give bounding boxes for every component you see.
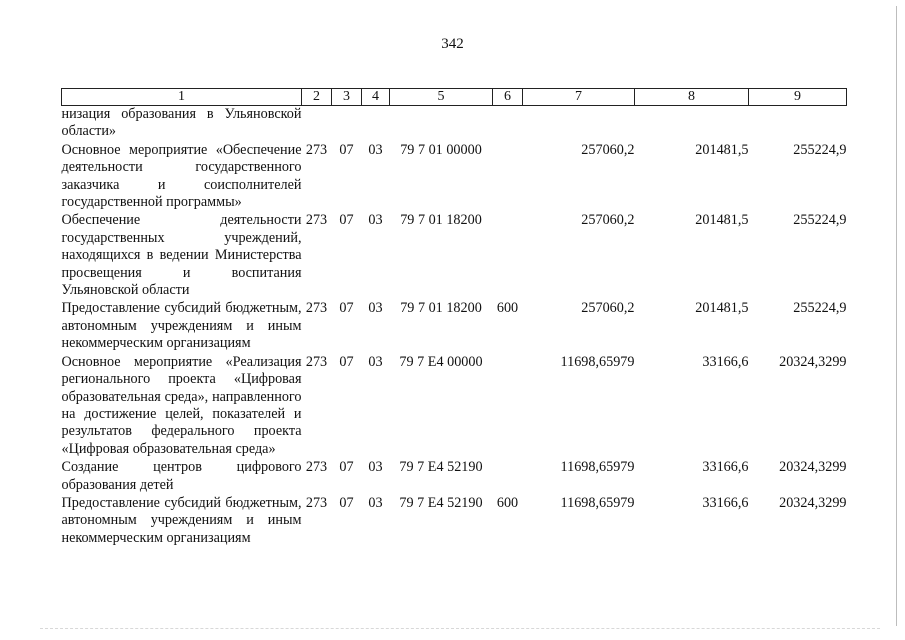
row-col-3: 07 bbox=[339, 300, 354, 317]
header-col-6: 6 bbox=[493, 89, 523, 106]
page-number: 342 bbox=[441, 36, 464, 52]
row-col-3: 07 bbox=[339, 353, 354, 370]
row-col-8: 201481,5 bbox=[695, 212, 749, 229]
row-col-6 bbox=[493, 212, 523, 300]
row-col-6: 600 bbox=[496, 494, 519, 511]
row-col-5: 79 7 01 18200 bbox=[400, 300, 482, 317]
row-col-4: 03 bbox=[368, 212, 383, 229]
row-col-6 bbox=[493, 142, 523, 213]
row-col-2: 273 bbox=[305, 300, 328, 317]
table-row bbox=[62, 300, 847, 353]
row-col-4: 03 bbox=[368, 300, 383, 317]
header-col-1: 1 bbox=[62, 89, 302, 106]
scan-bottom-marks bbox=[40, 628, 880, 630]
row-col-9: 20324,3299 bbox=[779, 353, 847, 370]
table-row bbox=[62, 354, 847, 459]
table-header-row bbox=[62, 89, 847, 106]
row-col-8: 33166,6 bbox=[702, 459, 749, 476]
budget-table bbox=[61, 88, 847, 548]
row-col-6: 600 bbox=[496, 300, 519, 317]
row-col-9 bbox=[749, 106, 847, 142]
row-col-7: 257060,2 bbox=[581, 212, 635, 229]
row-col-7: 11698,65979 bbox=[560, 459, 635, 476]
row-col-7: 257060,2 bbox=[581, 141, 635, 158]
row-col-7: 257060,2 bbox=[581, 300, 635, 317]
row-col-2: 273 bbox=[305, 141, 328, 158]
row-col-8: 33166,6 bbox=[702, 494, 749, 511]
row-name: Предоставление субсидий бюджетным, автономным учреждениям и иным некоммерческим организациям bbox=[61, 494, 302, 546]
row-col-5 bbox=[390, 106, 493, 142]
row-col-2: 273 bbox=[305, 459, 328, 476]
row-col-9: 255224,9 bbox=[793, 212, 847, 229]
row-col-3: 07 bbox=[339, 494, 354, 511]
row-col-5: 79 7 E4 00000 bbox=[399, 353, 483, 370]
row-col-9: 255224,9 bbox=[793, 141, 847, 158]
row-name: Предоставление субсидий бюджетным, автономным учреждениям и иным некоммерческим организациям bbox=[61, 300, 302, 352]
header-col-8: 8 bbox=[635, 89, 749, 106]
row-col-5: 79 7 01 00000 bbox=[400, 141, 482, 158]
row-col-4: 03 bbox=[368, 141, 383, 158]
row-name: низация образования в Ульяновской области» bbox=[61, 106, 302, 140]
row-col-7 bbox=[523, 106, 635, 142]
row-col-4: 03 bbox=[368, 353, 383, 370]
row-col-2: 273 bbox=[305, 212, 328, 229]
row-col-8 bbox=[635, 106, 749, 142]
row-name: Обеспечение деятельности государственных учреждений, находящихся в ведении Министерства просвещения и воспитания Ульяновской области bbox=[61, 212, 302, 299]
row-col-9: 20324,3299 bbox=[779, 494, 847, 511]
row-col-7: 11698,65979 bbox=[560, 353, 635, 370]
row-col-8: 33166,6 bbox=[702, 353, 749, 370]
row-col-3: 07 bbox=[339, 459, 354, 476]
row-col-4 bbox=[362, 106, 390, 142]
row-col-3: 07 bbox=[339, 141, 354, 158]
row-col-4: 03 bbox=[368, 459, 383, 476]
row-name: Основное мероприятие «Обеспечение деятельности государственного заказчика и соисполнителей государственной программы» bbox=[61, 141, 302, 211]
row-col-8: 201481,5 bbox=[695, 300, 749, 317]
row-col-9: 20324,3299 bbox=[779, 459, 847, 476]
row-col-2: 273 bbox=[305, 353, 328, 370]
header-col-4: 4 bbox=[362, 89, 390, 106]
header-col-7: 7 bbox=[523, 89, 635, 106]
row-col-5: 79 7 E4 52190 bbox=[399, 459, 483, 476]
row-col-3: 07 bbox=[339, 212, 354, 229]
row-name: Создание центров цифрового образования детей bbox=[61, 459, 302, 493]
row-name: Основное мероприятие «Реализация регионального проекта «Цифровая образовательная среда», направленного на достижение целей, показателей и результатов федерального проекта «Цифровая образовательная среда» bbox=[61, 353, 302, 457]
table-row bbox=[62, 142, 847, 213]
row-col-2 bbox=[302, 106, 332, 142]
row-col-9: 255224,9 bbox=[793, 300, 847, 317]
row-col-7: 11698,65979 bbox=[560, 494, 635, 511]
table-row bbox=[62, 106, 847, 142]
scan-edge-line bbox=[896, 6, 897, 626]
header-col-9: 9 bbox=[749, 89, 847, 106]
table-row bbox=[62, 495, 847, 548]
row-col-2: 273 bbox=[305, 494, 328, 511]
header-col-5: 5 bbox=[390, 89, 493, 106]
row-col-5: 79 7 E4 52190 bbox=[399, 494, 483, 511]
header-col-2: 2 bbox=[302, 89, 332, 106]
row-col-3 bbox=[332, 106, 362, 142]
row-col-6 bbox=[493, 106, 523, 142]
header-col-3: 3 bbox=[332, 89, 362, 106]
row-col-8: 201481,5 bbox=[695, 141, 749, 158]
table-row bbox=[62, 212, 847, 300]
row-col-6 bbox=[493, 354, 523, 459]
row-col-6 bbox=[493, 459, 523, 495]
table-row bbox=[62, 459, 847, 495]
row-col-5: 79 7 01 18200 bbox=[400, 212, 482, 229]
row-col-4: 03 bbox=[368, 494, 383, 511]
